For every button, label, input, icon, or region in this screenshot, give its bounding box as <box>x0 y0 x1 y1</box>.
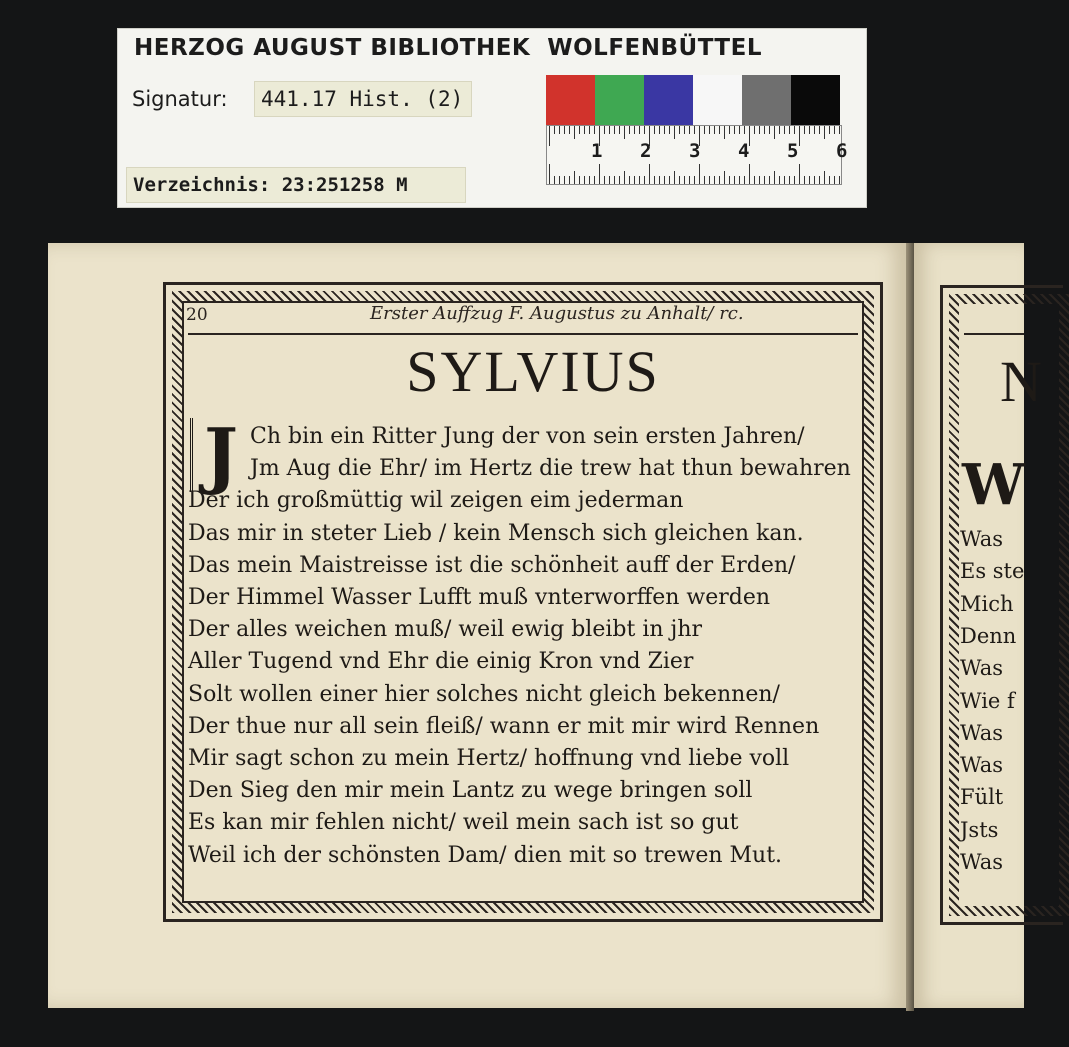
running-head: Erster Auffzug F. Augustus zu Anhalt/ rc. <box>370 303 744 324</box>
ruler-tick <box>834 126 835 134</box>
right-page-line-fragment: Was <box>960 656 1004 681</box>
ruler-tick <box>694 126 695 134</box>
ruler-tick <box>789 126 790 134</box>
ruler-tick <box>679 176 680 184</box>
ruler-tick <box>659 126 660 134</box>
right-page-line-fragment: Wie f <box>960 688 1015 713</box>
ruler-tick <box>554 126 555 134</box>
ruler-tick <box>764 176 765 184</box>
ruler-tick <box>809 126 810 134</box>
ruler-tick <box>579 126 580 134</box>
ruler-tick <box>704 126 705 134</box>
ruler-tick <box>684 126 685 134</box>
ruler-tick <box>569 126 570 134</box>
ruler-tick <box>639 126 640 134</box>
scale-ruler <box>546 125 848 185</box>
ruler-tick <box>824 171 825 184</box>
ruler-tick <box>724 171 725 184</box>
ruler-tick <box>629 176 630 184</box>
ruler-tick <box>584 176 585 184</box>
swatch-red <box>546 75 595 125</box>
ruler-tick <box>559 176 560 184</box>
ruler-tick <box>634 176 635 184</box>
ruler-tick <box>814 176 815 184</box>
ruler-number: 3 <box>689 140 701 162</box>
ruler-tick <box>589 126 590 134</box>
right-head-rule <box>964 333 1024 335</box>
ruler-tick <box>834 176 835 184</box>
ruler-tick <box>684 176 685 184</box>
ruler-tick <box>649 164 650 184</box>
ruler-tick <box>644 176 645 184</box>
ruler-tick <box>724 126 725 139</box>
swatch-blue <box>644 75 693 125</box>
ruler-tick <box>604 126 605 134</box>
ruler-tick <box>664 176 665 184</box>
ruler-tick <box>569 176 570 184</box>
ruler-tick <box>754 176 755 184</box>
ruler-tick <box>819 176 820 184</box>
verse-line: Der thue nur all sein fleiß/ wann er mit mir wird Rennen <box>188 713 820 739</box>
ruler-tick <box>719 176 720 184</box>
page-number: 20 <box>186 305 208 325</box>
ruler-tick <box>644 126 645 134</box>
ruler-tick <box>719 126 720 134</box>
ruler-tick <box>779 126 780 134</box>
ruler-tick <box>829 126 830 134</box>
swatch-white <box>693 75 742 125</box>
ruler-tick <box>709 126 710 134</box>
ruler-tick <box>609 176 610 184</box>
ruler-tick <box>779 176 780 184</box>
verse-line: Aller Tugend vnd Ehr die einig Kron vnd Zier <box>188 649 694 675</box>
ruler-tick <box>559 126 560 134</box>
ruler-number: 5 <box>787 140 799 162</box>
ruler-tick <box>549 164 550 184</box>
ruler-tick <box>769 176 770 184</box>
library-name: HERZOG AUGUST BIBLIOTHEK WOLFENBÜTTEL <box>134 35 762 61</box>
decorated-initial: J <box>190 418 249 492</box>
ruler-tick <box>654 176 655 184</box>
ruler-tick <box>754 126 755 134</box>
ruler-tick <box>824 126 825 139</box>
ruler-tick <box>624 171 625 184</box>
verse-line: Solt wollen einer hier solches nicht gleich bekennen/ <box>188 681 780 707</box>
verse-line: Es kan mir fehlen nicht/ weil mein sach ist so gut <box>188 810 739 836</box>
ruler-tick <box>839 126 840 134</box>
ruler-tick <box>674 126 675 139</box>
library-label-card <box>117 28 867 208</box>
ruler-tick <box>794 126 795 134</box>
ruler-tick <box>639 176 640 184</box>
signatur-value: 441.17 Hist. (2) <box>254 81 472 117</box>
ruler-number: 1 <box>591 140 603 162</box>
verse-line: Den Sieg den mir mein Lantz zu wege bringen soll <box>188 778 753 804</box>
ruler-tick <box>669 176 670 184</box>
ruler-tick <box>814 126 815 134</box>
ruler-tick <box>794 176 795 184</box>
ruler-tick <box>714 126 715 134</box>
ruler-tick <box>729 176 730 184</box>
ruler-tick <box>624 126 625 139</box>
ruler-tick <box>564 176 565 184</box>
ruler-tick <box>654 126 655 134</box>
right-page-line-fragment: Mich <box>960 591 1014 616</box>
speaker-heading: SYLVIUS <box>406 339 660 404</box>
right-page-line-fragment: Jsts <box>960 817 999 842</box>
ruler-tick <box>604 176 605 184</box>
verse-line: Der alles weichen muß/ weil ewig bleibt in jhr <box>188 617 703 643</box>
verse-line: Das mir in steter Lieb / kein Mensch sich gleichen kan. <box>188 520 804 546</box>
ruler-tick <box>564 126 565 134</box>
right-page-initial: W <box>962 452 1025 518</box>
ruler-tick <box>799 126 800 146</box>
ruler-tick <box>784 126 785 134</box>
right-page-line-fragment: Was <box>960 753 1004 778</box>
ruler-tick <box>749 164 750 184</box>
verse-line: Mir sagt schon zu mein Hertz/ hoffnung vnd liebe voll <box>188 746 790 771</box>
ruler-tick <box>669 126 670 134</box>
ruler-tick <box>744 176 745 184</box>
ruler-number: 4 <box>738 140 750 162</box>
ruler-tick <box>734 176 735 184</box>
ruler-tick <box>599 164 600 184</box>
ruler-tick <box>734 126 735 134</box>
ruler-tick <box>679 126 680 134</box>
ruler-tick <box>809 176 810 184</box>
swatch-green <box>595 75 644 125</box>
swatch-black <box>791 75 840 125</box>
ruler-tick <box>634 126 635 134</box>
ruler-tick <box>584 126 585 134</box>
verse-line: Weil ich der schönsten Dam/ dien mit so trewen Mut. <box>188 842 783 868</box>
ruler-number: 2 <box>640 140 652 162</box>
verzeichnis-number: Verzeichnis: 23:251258 M <box>126 167 466 203</box>
ruler-tick <box>594 126 595 134</box>
ruler-tick <box>609 126 610 134</box>
ruler-tick <box>739 126 740 134</box>
ruler-tick <box>629 126 630 134</box>
ruler-tick <box>819 126 820 134</box>
ruler-tick <box>579 176 580 184</box>
ruler-tick <box>694 176 695 184</box>
ruler-tick <box>759 176 760 184</box>
ruler-tick <box>574 171 575 184</box>
ruler-tick <box>554 176 555 184</box>
verse-line: Der Himmel Wasser Lufft muß vnterworffen werden <box>188 585 771 610</box>
ruler-tick <box>839 176 840 184</box>
ruler-tick <box>614 176 615 184</box>
right-page-line-fragment: Fült <box>960 785 1004 810</box>
right-page-line-fragment: Was <box>960 850 1004 874</box>
ruler-tick <box>689 176 690 184</box>
ruler-tick <box>769 126 770 134</box>
verse-line: Der ich großmüttig wil zeigen eim jederman <box>188 488 684 514</box>
ruler-tick <box>589 176 590 184</box>
ruler-tick <box>619 176 620 184</box>
ruler-tick <box>774 126 775 139</box>
ruler-tick <box>659 176 660 184</box>
color-calibration-chart <box>546 75 840 125</box>
ruler-tick <box>549 126 550 146</box>
right-page-line-fragment: Denn <box>960 623 1017 648</box>
ruler-tick <box>594 176 595 184</box>
ruler-tick <box>774 171 775 184</box>
right-page-title-fragment: N <box>1000 349 1042 414</box>
ruler-number: 6 <box>836 140 848 162</box>
ruler-tick <box>804 126 805 134</box>
ruler-tick <box>804 176 805 184</box>
head-rule <box>188 333 858 335</box>
swatch-gray <box>742 75 791 125</box>
right-page-line-fragment: Es ste <box>960 559 1025 584</box>
ruler-tick <box>789 176 790 184</box>
ruler-tick <box>709 176 710 184</box>
right-page-line-fragment: Was <box>960 527 1004 551</box>
ruler-tick <box>689 126 690 134</box>
ruler-tick <box>674 171 675 184</box>
ruler-tick <box>704 176 705 184</box>
ruler-tick <box>744 126 745 134</box>
ruler-tick <box>759 126 760 134</box>
ruler-tick <box>699 164 700 184</box>
book-gutter <box>906 243 914 1011</box>
ruler-tick <box>729 126 730 134</box>
ruler-tick <box>664 126 665 134</box>
ruler-tick <box>619 126 620 134</box>
right-page-line-fragment: Was <box>960 720 1004 745</box>
ruler-tick <box>799 164 800 184</box>
ruler-tick <box>764 126 765 134</box>
verse-line: Das mein Maistreisse ist die schönheit auff der Erden/ <box>188 552 796 578</box>
ruler-tick <box>829 176 830 184</box>
ruler-tick <box>739 176 740 184</box>
signatur-label: Signatur: <box>132 87 228 111</box>
ruler-tick <box>614 126 615 134</box>
verse-line: Jm Aug die Ehr/ im Hertz die trew hat thun bewahren <box>250 456 851 482</box>
ruler-tick <box>784 176 785 184</box>
verse-line: Ch bin ein Ritter Jung der von sein ersten Jahren/ <box>250 424 805 449</box>
ruler-tick <box>714 176 715 184</box>
ruler-tick <box>574 126 575 139</box>
